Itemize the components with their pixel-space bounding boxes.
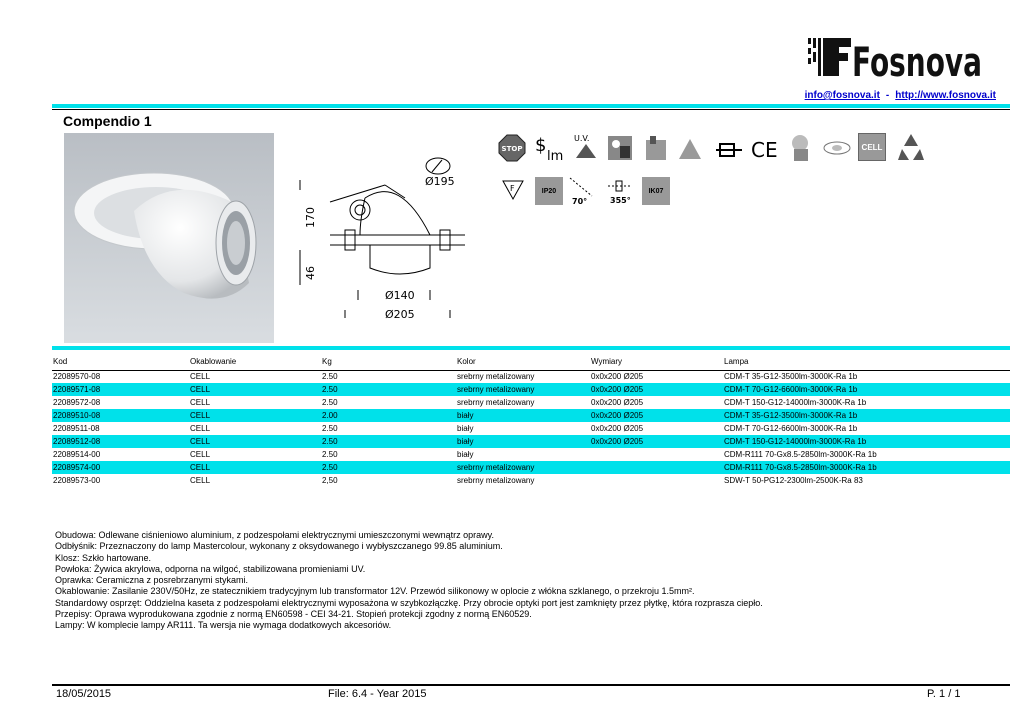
note-line: Obudowa: Odlewane ciśnieniowo aluminium, z podzespołami elektrycznymi umieszczonymi wewnątrz oprawy. [55, 530, 495, 540]
col-okablowanie: Okablowanie [189, 353, 321, 370]
svg-text:STOP: STOP [501, 145, 523, 153]
cell-kolor: srebrny metalizowany [457, 398, 535, 407]
cell-lampa: CDM-T 150-G12-14000lm-3000K-Ra 1b [724, 398, 867, 407]
installation-icon [606, 134, 634, 162]
cell-wymiary [590, 474, 723, 487]
recycle-icon [896, 132, 926, 162]
table-row [52, 383, 1010, 396]
cell-kod: 22089514-00 [53, 450, 101, 459]
cell-kod: 22089573-00 [53, 476, 101, 485]
lamp-shape-icon [822, 140, 852, 156]
cell-kod: 22089570-08 [53, 372, 101, 382]
table-row [52, 409, 1010, 422]
cell-kg: 2.50 [322, 424, 338, 433]
cell-kg: 2.50 [322, 372, 338, 382]
table-row [52, 448, 1010, 461]
dim-height-total: 170 [304, 207, 317, 228]
fosnova-logo [808, 36, 984, 86]
lumen-icon [534, 133, 564, 163]
cell-kolor: srebrny metalizowany [457, 372, 535, 382]
ip-rating-badge: IP20 [535, 177, 563, 205]
cell-lampa: SDW-T 50-PG12-2300lm-2500K-Ra 83 [724, 476, 863, 485]
cell-lampa: CDM-R111 70-Gx8.5-2850lm-3000K-Ra 1b [724, 450, 877, 459]
dim-height-recess: 46 [304, 266, 317, 280]
table-row [52, 422, 1010, 435]
note-line: Odbłyśnik: Przeznaczony do lamp Mastercolour, wykonany z oksydowanego i wybłyszczanego 99.85 aluminium. [55, 541, 503, 552]
note-line: Lampy: W komplecie lampy AR111. Ta wersja nie wymaga dodatkowych akcesoriów. [55, 620, 392, 631]
email-link[interactable]: info@fosnova.it [804, 90, 880, 101]
cell-wymiary: 0x0x200 Ø205 [590, 409, 723, 422]
cell-kg: 2.50 [322, 398, 338, 407]
cell-kolor: biały [456, 409, 590, 422]
footer-page: P. 1 / 1 [927, 688, 961, 700]
cell-lampa: CDM-T 70-G12-6600lm-3000K-Ra 1b [723, 383, 1010, 396]
svg-text:U.V.: U.V. [574, 134, 590, 143]
cell-okablowanie: CELL [189, 435, 321, 448]
col-kolor: Kolor [456, 353, 590, 370]
cell-kod: 22089512-08 [52, 435, 189, 448]
product-description [55, 530, 975, 632]
note-line: Okablowanie: Zasilanie 230V/50Hz, ze statecznikiem tradycyjnym lub transformator 12V. Przewód silikonowy w oplocie z włókna szklanego, o przekroju 1.5mm². [55, 586, 695, 597]
cell-kod: 22089511-08 [53, 424, 100, 433]
brand-text: Fosnova [852, 40, 982, 86]
technical-drawing [290, 150, 480, 330]
cell-kolor: biały [456, 435, 590, 448]
cell-kg: 2.00 [321, 409, 456, 422]
svg-text:$: $ [535, 135, 547, 156]
table-row [52, 396, 1010, 409]
table-row [52, 461, 1010, 474]
cell-okablowanie: CELL [190, 476, 211, 485]
ip-test-icon [788, 133, 816, 163]
rotation-angle-icon [604, 178, 636, 206]
note-line: Powłoka: Żywica akrylowa, odporna na wilgoć, stabilizowana promieniami UV. [55, 563, 366, 574]
dim-top: Ø195 [425, 175, 455, 188]
cell-kolor: biały [457, 424, 474, 433]
note-line: Standardowy osprzęt: Oddzielna kaseta z podzespołami elektrycznymi wyposażona w szybkozłączkę. Przy obrocie optyki port jest zamknięty przez płytkę, która rozprasza ciepło. [55, 597, 763, 608]
cell-lampa: CDM-T 70-G12-6600lm-3000K-Ra 1b [724, 424, 858, 433]
spec-table [52, 353, 1010, 487]
stop-icon [498, 134, 526, 162]
cell-lampa: CDM-T 35-G12-3500lm-3000K-Ra 1b [723, 409, 1010, 422]
col-lampa: Lampa [723, 353, 1010, 370]
note-line: Przepisy: Oprawa wyprodukowana zgodnie z normą EN60598 - CEI 34-21. Stopień protekcji zgodny z normą EN60529. [55, 609, 532, 620]
svg-text:F: F [510, 184, 515, 193]
dim-inner: Ø140 [385, 289, 415, 302]
table-row [52, 435, 1010, 448]
svg-text:CE: CE [751, 138, 778, 162]
class-insulation-icon [716, 140, 744, 160]
product-photo [64, 133, 274, 343]
cell-wymiary: 0x0x200 Ø205 [591, 424, 644, 433]
svg-text:lm: lm [547, 149, 564, 164]
cell-kg: 2.50 [321, 435, 456, 448]
cell-wymiary: 0x0x200 Ø205 [591, 372, 644, 382]
warning-triangle-icon [678, 138, 702, 160]
cell-wymiary: 0x0x200 Ø205 [590, 383, 723, 396]
header-black-rule [52, 109, 1010, 110]
ce-mark-icon [750, 138, 780, 160]
footer-date: 18/05/2015 [56, 688, 112, 700]
table-row [52, 370, 1010, 383]
cell-lampa: CDM-T 150-G12-14000lm-3000K-Ra 1b [723, 435, 1010, 448]
cell-kg: 2.50 [321, 461, 456, 474]
cell-lampa: CDM-R111 70-Gx8.5-2850lm-3000K-Ra 1b [723, 461, 1010, 474]
cell-wymiary: 0x0x200 Ø205 [590, 435, 723, 448]
dim-outer: Ø205 [385, 308, 415, 321]
footer-file: File: 6.4 - Year 2015 [328, 688, 427, 700]
uv-icon [572, 132, 600, 162]
col-kg: Kg [321, 353, 456, 370]
footer-rule [52, 684, 1010, 686]
cell-okablowanie: CELL [190, 372, 211, 382]
header-separator: - [885, 90, 890, 101]
cell-kolor: biały [457, 450, 474, 459]
svg-text:70°: 70° [572, 197, 588, 206]
header-cyan-rule [52, 104, 1010, 108]
cell-okablowanie: CELL [190, 450, 211, 459]
header-links [790, 90, 996, 101]
cell-kolor: srebrny metalizowany [456, 383, 590, 396]
table-header-row [52, 353, 1010, 370]
cell-okablowanie: CELL [190, 398, 211, 407]
cell-kg: 2.50 [321, 383, 456, 396]
cell-okablowanie: CELL [189, 409, 321, 422]
page-title: Compendio 1 [63, 113, 152, 129]
cell-kg: 2,50 [322, 476, 338, 485]
cell-kolor: srebrny metalizowany [457, 476, 535, 485]
tilt-angle-icon [568, 176, 596, 206]
cell-badge: CELL [858, 133, 886, 161]
cell-wymiary [590, 448, 723, 461]
cell-kg: 2.50 [322, 450, 338, 459]
cell-kod: 22089510-08 [52, 409, 189, 422]
col-wymiary: Wymiary [590, 353, 723, 370]
cell-okablowanie: CELL [189, 383, 321, 396]
ik-rating-badge: IK07 [642, 177, 670, 205]
cell-wymiary [590, 461, 723, 474]
cell-kod: 22089572-08 [53, 398, 101, 407]
cell-okablowanie: CELL [190, 424, 211, 433]
note-line: Oprawka: Ceramiczna z posrebrzanymi stykami. [55, 575, 249, 586]
cell-okablowanie: CELL [189, 461, 321, 474]
f-mark-icon [502, 180, 524, 200]
col-kod: Kod [52, 353, 189, 370]
cell-kod: 22089571-08 [52, 383, 189, 396]
cell-lampa: CDM-T 35-G12-3500lm-3000K-Ra 1b [724, 372, 858, 382]
cell-kolor: srebrny metalizowany [456, 461, 590, 474]
cell-kod: 22089574-00 [52, 461, 189, 474]
website-link[interactable]: http://www.fosnova.it [895, 90, 996, 101]
note-line: Klosz: Szkło hartowane. [55, 552, 152, 563]
ceiling-mount-icon [642, 134, 670, 162]
svg-text:355°: 355° [610, 196, 631, 205]
table-cyan-rule [52, 346, 1010, 350]
table-row [52, 474, 1010, 487]
cell-wymiary: 0x0x200 Ø205 [591, 398, 644, 407]
